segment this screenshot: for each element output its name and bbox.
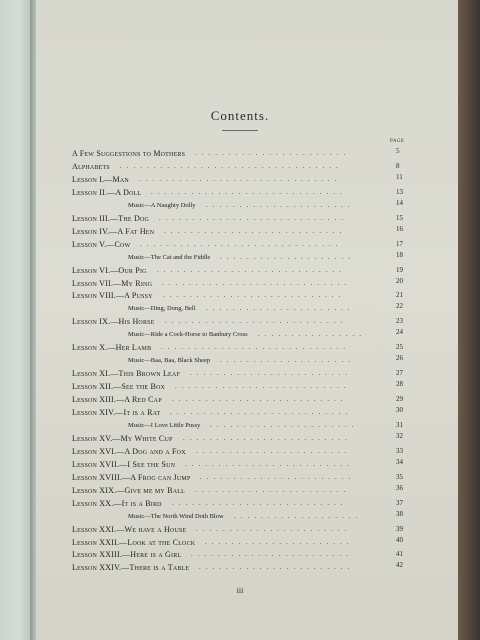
leader-dots: ............................ [162,279,351,287]
toc-page-number: 41 [396,550,403,558]
toc-page-number: 17 [396,240,403,248]
leader-dots: ............................ [159,214,348,222]
leader-dots: ....................... [195,149,351,157]
toc-page-number: 11 [396,173,403,181]
toc-page-number: 21 [396,291,403,299]
leader-dots: ...................... [206,304,355,312]
toc-entry-title: Music—The North Wind Doth Blow [128,513,224,520]
toc-entry-title: Lesson XIV.—It is a Rat [72,408,161,417]
toc-entry [72,187,402,198]
toc-entry [72,239,402,250]
toc-entry-title: Lesson XVIII.—A Frog can Jump [72,473,191,482]
leader-dots: ...................... [210,421,359,429]
toc-entry-title: Lesson XX.—It is a Bird [72,499,162,508]
toc-entry-title: Lesson I.—Man [72,175,129,184]
toc-entry [72,381,402,392]
toc-page-number: 22 [396,302,403,310]
toc-page-number: 31 [396,421,403,429]
leader-dots: ................................. [120,162,343,170]
toc-page-number: 15 [396,214,403,222]
leader-dots: ........................... [163,291,346,299]
toc-entry-title: Lesson IX.—His Horse [72,317,155,326]
toc-entry-title: Lesson XIX.—Give me my Ball [72,486,185,495]
leader-dots: ...................... [206,201,355,209]
leader-dots: .......................... [175,382,351,390]
toc-entry-title: Lesson X.—Her Lamb [72,343,152,352]
toc-page-number: 29 [396,395,403,403]
toc-entry [72,342,402,353]
toc-entry-title: Lesson XVI.—A Dog and a Fox [72,447,186,456]
toc-entry [72,226,402,237]
toc-entry [72,446,402,457]
toc-page-number: 18 [396,251,403,259]
toc-entry-title: A Few Suggestions to Mothers [72,149,186,158]
toc-entry-title: Music—Baa, Baa, Black Sheep [128,357,211,364]
toc-entry [72,316,402,327]
toc-page-number: 20 [396,277,403,285]
toc-entry [72,213,402,224]
toc-entry-title: Music—A Naughty Dolly [128,202,196,209]
toc-entry [72,148,402,159]
toc-page-number: 16 [396,225,403,233]
toc-page-number: 39 [396,525,403,533]
page-title: Contents. [210,108,270,123]
toc-entry-title: Lesson XXIV.—There is a Table [72,563,190,572]
toc-entry [72,472,402,483]
toc-page-number: 32 [396,432,403,440]
leader-dots: ......................... [185,460,354,468]
toc-entry-title: Lesson VII.—My Ring [72,279,153,288]
toc-entry [72,278,402,289]
leader-dots: ................... [234,512,363,520]
toc-page-number: 36 [396,484,403,492]
toc-entry [72,485,402,496]
toc-page-number: 8 [396,162,400,170]
toc-page-number: 13 [396,188,403,196]
toc-entry-title: Lesson XXI.—We have a House [72,525,187,534]
leader-dots: .......................... [172,395,348,403]
toc-page-number: 30 [396,406,403,414]
toc-entry [72,498,402,509]
leader-dots: ........................... [165,317,348,325]
toc-entry-title: Lesson XV.—My White Cup [72,434,173,443]
toc-entry-title: Lesson XXII.—Look at the Clock [72,538,196,547]
toc-entry-title: Lesson XI.—This Brown Leaf [72,369,180,378]
leader-dots: ......................... [183,434,352,442]
leader-dots: .............................. [139,175,342,183]
leader-dots: ...................... [205,538,354,546]
toc-page-number: 14 [396,199,403,207]
toc-entry-title: Lesson VIII.—A Pussy [72,291,153,300]
toc-entry-title: Music—I Love Little Pussy [128,422,201,429]
toc-page-number: 26 [396,354,403,362]
toc-entry [72,161,402,172]
toc-page-number: 33 [396,447,403,455]
leader-dots: ....................... [200,473,356,481]
toc-entry-title: Lesson VI.—Our Pig [72,266,147,275]
toc-page-number: 40 [396,536,403,544]
leader-dots: ........................ [191,550,353,558]
leader-dots: ....................... [195,486,351,494]
page-column-label: PAGE [390,139,405,144]
toc-entry-title: Music—Ding, Dong, Bell [128,305,196,312]
toc-entry [72,174,402,185]
leader-dots: ....................... [196,447,352,455]
toc-entry [72,407,402,418]
toc-page-number: 34 [396,458,403,466]
toc-entry [72,394,402,405]
toc-entry-title: Lesson II.—A Doll [72,188,142,197]
toc-entry [72,290,402,301]
toc-page-number: 24 [396,328,403,336]
toc-entry-title: Lesson XVII.—I See the Sun [72,460,176,469]
toc-entry-title: Alphabets [72,162,110,171]
toc-page-number: 42 [396,561,403,569]
toc-entry [72,433,402,444]
toc-entry-title: Lesson XII.—See the Box [72,382,166,391]
leader-dots: ................ [258,330,366,338]
toc-page-number: 38 [396,510,403,518]
toc-page-number: 5 [396,147,400,155]
toc-entry [72,549,402,560]
leader-dots: .................... [220,253,355,261]
toc-entry-title: Lesson XIII.—A Red Cap [72,395,162,404]
toc-entry [72,368,402,379]
leader-dots: ............................ [157,266,346,274]
toc-page-number: 37 [396,499,403,507]
toc-page-number: 23 [396,317,403,325]
toc-page-number: 19 [396,266,403,274]
toc-entry-title: Lesson III.—The Dog [72,214,150,223]
toc-entry [72,562,402,573]
toc-entry-title: Lesson V.—Cow [72,240,131,249]
toc-entry-title: Music—The Cat and the Fiddle [128,254,211,261]
leader-dots: ............................. [151,188,347,196]
toc-entry [72,265,402,276]
leader-dots: .................... [220,356,355,364]
leader-dots: ............................ [161,343,350,351]
leader-dots: .............................. [140,240,343,248]
toc-page-number: 27 [396,369,403,377]
toc-entry [72,459,402,470]
toc-entry-title: Lesson XXIII.—Here is a Girl [72,550,182,559]
toc-entry [72,524,402,535]
leader-dots: ........................ [190,369,352,377]
toc-entry [72,537,402,548]
leader-dots: ....................... [196,525,352,533]
leader-dots: ........................... [164,227,347,235]
page-folio: iii [236,586,244,595]
leader-dots: ........................... [170,408,353,416]
toc-entry-title: Music—Ride a Cock-Horse to Banbury Cross [128,331,248,338]
toc-page-number: 35 [396,473,403,481]
leader-dots: ....................... [199,563,355,571]
toc-page-number: 28 [396,380,403,388]
toc-page-number: 25 [396,343,403,351]
leader-dots: .......................... [172,499,348,507]
toc-entry-title: Lesson IV.—A Fat Hen [72,227,155,236]
